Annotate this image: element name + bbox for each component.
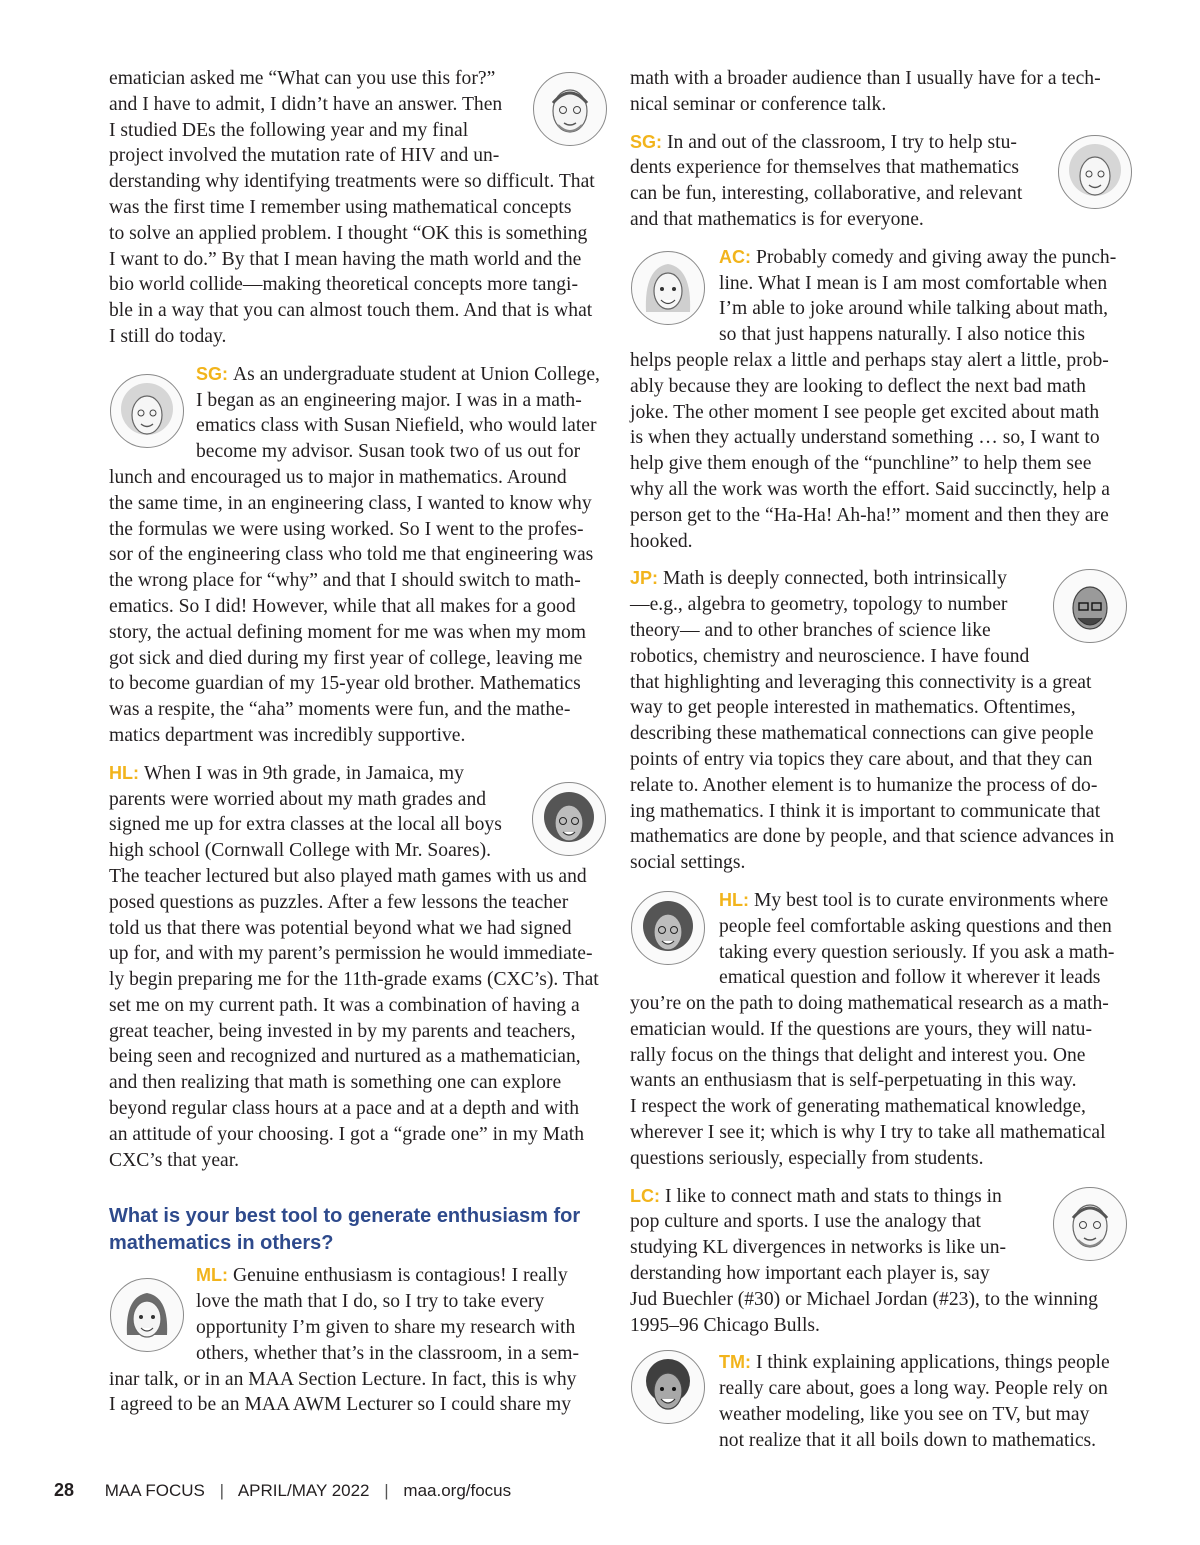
lc-answer bbox=[630, 1184, 1127, 1339]
text-line: matics department was incredibly supportive. bbox=[109, 724, 466, 746]
portrait-illustration bbox=[110, 374, 184, 448]
right-column bbox=[630, 66, 1127, 1466]
text-line: weather modeling, like you see on TV, but may bbox=[719, 1404, 1090, 1426]
text-line: The teacher lectured but also played math games with us and bbox=[109, 865, 587, 887]
text-line: wants an enthusiasm that is self-perpetuating in this way. bbox=[630, 1070, 1077, 1092]
text-line: ly begin preparing me for the 11th-grade exams (CXC’s). That bbox=[109, 969, 599, 991]
text-line: love the math that I do, so I try to take every bbox=[196, 1291, 545, 1313]
text-line: beyond regular class hours at a pace and at a depth and with bbox=[109, 1098, 580, 1120]
text-line: I want to do.” By that I mean having the math world and the bbox=[109, 248, 582, 270]
section-question bbox=[109, 1203, 608, 1257]
text-line: I respect the work of generating mathematical knowledge, bbox=[630, 1096, 1086, 1118]
text-line: wherever I see it; which is why I try to take all mathematical bbox=[630, 1122, 1106, 1144]
text-line: SG: In and out of the classroom, I try to help stu- bbox=[630, 131, 1017, 153]
text-line: —e.g., algebra to geometry, topology to number bbox=[630, 594, 1008, 616]
issue-date: APRIL/MAY 2022 bbox=[237, 1481, 370, 1500]
text-line: pop culture and sports. I use the analogy that bbox=[630, 1211, 981, 1233]
speaker-label: TM: bbox=[719, 1352, 751, 1373]
ml-answer bbox=[109, 1263, 608, 1418]
portrait-illustration bbox=[532, 782, 606, 856]
text-line: was the first time I remember using mathematical concepts bbox=[109, 196, 572, 218]
text-line: mathematics are done by people, and that science advances in bbox=[630, 826, 1115, 848]
question-line: mathematics in others? bbox=[109, 1232, 334, 1255]
text-line: HL: When I was in 9th grade, in Jamaica, my bbox=[109, 762, 464, 784]
text-line: so that just happens naturally. I also notice this bbox=[719, 324, 1086, 346]
jp-answer bbox=[630, 566, 1127, 876]
text-line: help give them enough of the “punchline” to help them see bbox=[630, 453, 1092, 475]
text-line: parents were worried about my math grades and bbox=[109, 788, 487, 810]
text-line: the formulas we were using worked. So I went to the profes- bbox=[109, 518, 584, 540]
text-line: helps people relax a little and perhaps stay alert a little, prob- bbox=[630, 349, 1109, 371]
speaker-label: AC: bbox=[719, 246, 751, 267]
portrait-illustration bbox=[631, 1350, 705, 1424]
text-line: opportunity I’m given to share my research with bbox=[196, 1317, 576, 1339]
text-line: really care about, goes a long way. People rely on bbox=[719, 1378, 1108, 1400]
text-line: not realize that it all boils down to mathematics. bbox=[719, 1429, 1097, 1451]
text-line: HL: My best tool is to curate environments where bbox=[719, 889, 1109, 911]
website-url: maa.org/focus bbox=[403, 1481, 512, 1500]
text-line: and that mathematics is for everyone. bbox=[630, 208, 924, 230]
text-line: line. What I mean is I am most comfortable when bbox=[719, 272, 1108, 294]
text-line: JP: Math is deeply connected, both intrinsically bbox=[630, 568, 1007, 590]
sg-answer bbox=[109, 362, 608, 749]
text-line: 1995–96 Chicago Bulls. bbox=[630, 1314, 820, 1336]
portrait-illustration bbox=[110, 1278, 184, 1352]
text-line: rally focus on the things that delight and interest you. One bbox=[630, 1044, 1086, 1066]
text-line: I studied DEs the following year and my final bbox=[109, 119, 469, 141]
text-line: describing these mathematical connections can give people bbox=[630, 723, 1094, 745]
sg-answer bbox=[630, 130, 1127, 233]
text-line: ematician would. If the questions are yours, they will natu- bbox=[630, 1018, 1092, 1040]
text-line: got sick and died during my first year of college, leaving me bbox=[109, 647, 583, 669]
speaker-label: SG: bbox=[196, 363, 229, 384]
text-line: the same time, in an engineering class, I wanted to know why bbox=[109, 492, 592, 514]
text-line: nical seminar or conference talk. bbox=[630, 93, 887, 115]
text-line: project involved the mutation rate of HIV and un- bbox=[109, 145, 500, 167]
text-line: signed me up for extra classes at the local all boys bbox=[109, 814, 502, 836]
text-line: person get to the “Ha-Ha! Ah-ha!” moment and then they are bbox=[630, 504, 1109, 526]
speaker-label: HL: bbox=[719, 889, 749, 910]
text-line: way to get people interested in mathematics. Oftentimes, bbox=[630, 697, 1076, 719]
left-column bbox=[109, 66, 608, 1430]
text-line: ble in a way that you can almost touch them. And that is what bbox=[109, 300, 593, 322]
text-line: studying KL divergences in networks is like un- bbox=[630, 1237, 1007, 1259]
publication-name: MAA FOCUS bbox=[104, 1481, 205, 1500]
tm-answer bbox=[630, 1350, 1127, 1453]
text-line: points of entry via topics they care about, and that they can bbox=[630, 748, 1093, 770]
text-line: Jud Buechler (#30) or Michael Jordan (#23), to the winning bbox=[630, 1288, 1098, 1310]
speaker-label: ML: bbox=[196, 1265, 228, 1286]
text-line: can be fun, interesting, collaborative, and relevant bbox=[630, 183, 1023, 205]
text-line: CXC’s that year. bbox=[109, 1149, 240, 1171]
text-line: dents experience for themselves that mathematics bbox=[630, 157, 1020, 179]
text-line: lunch and encouraged us to major in mathematics. Around bbox=[109, 466, 567, 488]
text-line: being seen and recognized and nurtured as a mathematician, bbox=[109, 1046, 581, 1068]
text-line: relate to. Another element is to humanize the process of do- bbox=[630, 774, 1098, 796]
text-line: I agreed to be an MAA AWM Lecturer so I could share my bbox=[109, 1394, 572, 1416]
text-line: LC: I like to connect math and stats to things in bbox=[630, 1185, 1002, 1207]
text-line: hooked. bbox=[630, 530, 693, 552]
speaker-label: LC: bbox=[630, 1185, 660, 1206]
speaker-label: HL: bbox=[109, 762, 139, 783]
footer-separator: | bbox=[384, 1481, 389, 1500]
text-line: and then realizing that math is something one can explore bbox=[109, 1072, 562, 1094]
text-line: set me on my current path. It was a combination of having a bbox=[109, 994, 580, 1016]
text-line: become my advisor. Susan took two of us out for bbox=[196, 441, 581, 463]
text-line: ing mathematics. I think it is important to communicate that bbox=[630, 800, 1101, 822]
text-line: ably because they are looking to deflect the next bad math bbox=[630, 375, 1086, 397]
text-line: AC: Probably comedy and giving away the punch- bbox=[719, 246, 1117, 268]
text-line: derstanding why identifying treatments were so difficult. That bbox=[109, 171, 595, 193]
text-line: and I have to admit, I didn’t have an answer. Then bbox=[109, 93, 503, 115]
portrait-illustration bbox=[533, 72, 607, 146]
text-line: I still do today. bbox=[109, 325, 227, 347]
text-line: story, the actual defining moment for me was when my mom bbox=[109, 621, 587, 643]
text-line: math with a broader audience than I usually have for a tech- bbox=[630, 68, 1101, 89]
text-line: was a respite, the “aha” moments were fun, and the mathe- bbox=[109, 699, 571, 721]
text-line: that highlighting and leveraging this connectivity is a great bbox=[630, 671, 1092, 693]
page-footer bbox=[54, 1480, 511, 1501]
text-line: questions seriously, especially from students. bbox=[630, 1147, 984, 1169]
text-line: is when they actually understand something … so, I want to bbox=[630, 427, 1100, 449]
speaker-label: SG: bbox=[630, 131, 663, 152]
portrait-illustration bbox=[1053, 1187, 1127, 1261]
text-line: derstanding how important each player is, say bbox=[630, 1263, 990, 1285]
text-line: you’re on the path to doing mathematical research as a math- bbox=[630, 993, 1109, 1015]
text-line: I began as an engineering major. I was in a math- bbox=[196, 389, 582, 411]
portrait-illustration bbox=[1053, 569, 1127, 643]
footer-separator: | bbox=[219, 1481, 225, 1500]
text-line: high school (Cornwall College with Mr. Soares). bbox=[109, 840, 492, 862]
portrait-illustration bbox=[1058, 135, 1132, 209]
text-line: ematics class with Susan Niefield, who would later bbox=[196, 415, 597, 437]
text-line: ematics. So I did! However, while that all makes for a good bbox=[109, 595, 576, 617]
page-number: 28 bbox=[54, 1480, 75, 1500]
text-line: SG: As an undergraduate student at Union College, bbox=[196, 363, 600, 385]
text-line: ML: Genuine enthusiasm is contagious! I really bbox=[196, 1265, 568, 1287]
text-line: ematician asked me “What can you use this for?” bbox=[109, 68, 496, 89]
text-line: sor of the engineering class who told me that engineering was bbox=[109, 544, 594, 566]
speaker-label: JP: bbox=[630, 568, 659, 589]
text-line: TM: I think explaining applications, things people bbox=[719, 1352, 1110, 1374]
text-line: robotics, chemistry and neuroscience. I have found bbox=[630, 645, 1030, 667]
text-line: an attitude of your choosing. I got a “grade one” in my Math bbox=[109, 1123, 585, 1145]
text-line: I’m able to joke around while talking about math, bbox=[719, 298, 1109, 320]
question-line: What is your best tool to generate enthusiasm for bbox=[109, 1205, 581, 1228]
text-line: told us that there was potential beyond what we had signed bbox=[109, 917, 572, 939]
text-line: social settings. bbox=[630, 852, 746, 874]
text-line: bio world collide—making theoretical concepts more tangi- bbox=[109, 274, 579, 296]
text-line: to become guardian of my 15-year old brother. Mathematics bbox=[109, 673, 581, 695]
text-line: taking every question seriously. If you ask a math- bbox=[719, 941, 1115, 963]
portrait-illustration bbox=[631, 251, 705, 325]
ml-answer-continued bbox=[630, 66, 1127, 118]
text-line: inar talk, or in an MAA Section Lecture. In fact, this is why bbox=[109, 1368, 577, 1390]
text-line: why all the work was worth the effort. Said succinctly, help a bbox=[630, 478, 1110, 500]
text-line: up for, and with my parent’s permission he would immediate- bbox=[109, 943, 593, 965]
text-line: theory— and to other branches of science like bbox=[630, 619, 991, 641]
text-line: great teacher, being invested in by my parents and teachers, bbox=[109, 1020, 576, 1042]
text-line: the wrong place for “why” and that I should switch to math- bbox=[109, 570, 581, 592]
text-line: posed questions as puzzles. After a few lessons the teacher bbox=[109, 891, 569, 913]
text-line: others, whether that’s in the classroom, in a sem- bbox=[196, 1342, 580, 1364]
text-line: joke. The other moment I see people get excited about math bbox=[630, 401, 1100, 423]
text-line: to solve an applied problem. I thought “OK this is something bbox=[109, 222, 588, 244]
text-line: ematical question and follow it wherever it leads bbox=[719, 967, 1101, 989]
portrait-illustration bbox=[631, 891, 705, 965]
text-line: people feel comfortable asking questions and then bbox=[719, 915, 1112, 937]
